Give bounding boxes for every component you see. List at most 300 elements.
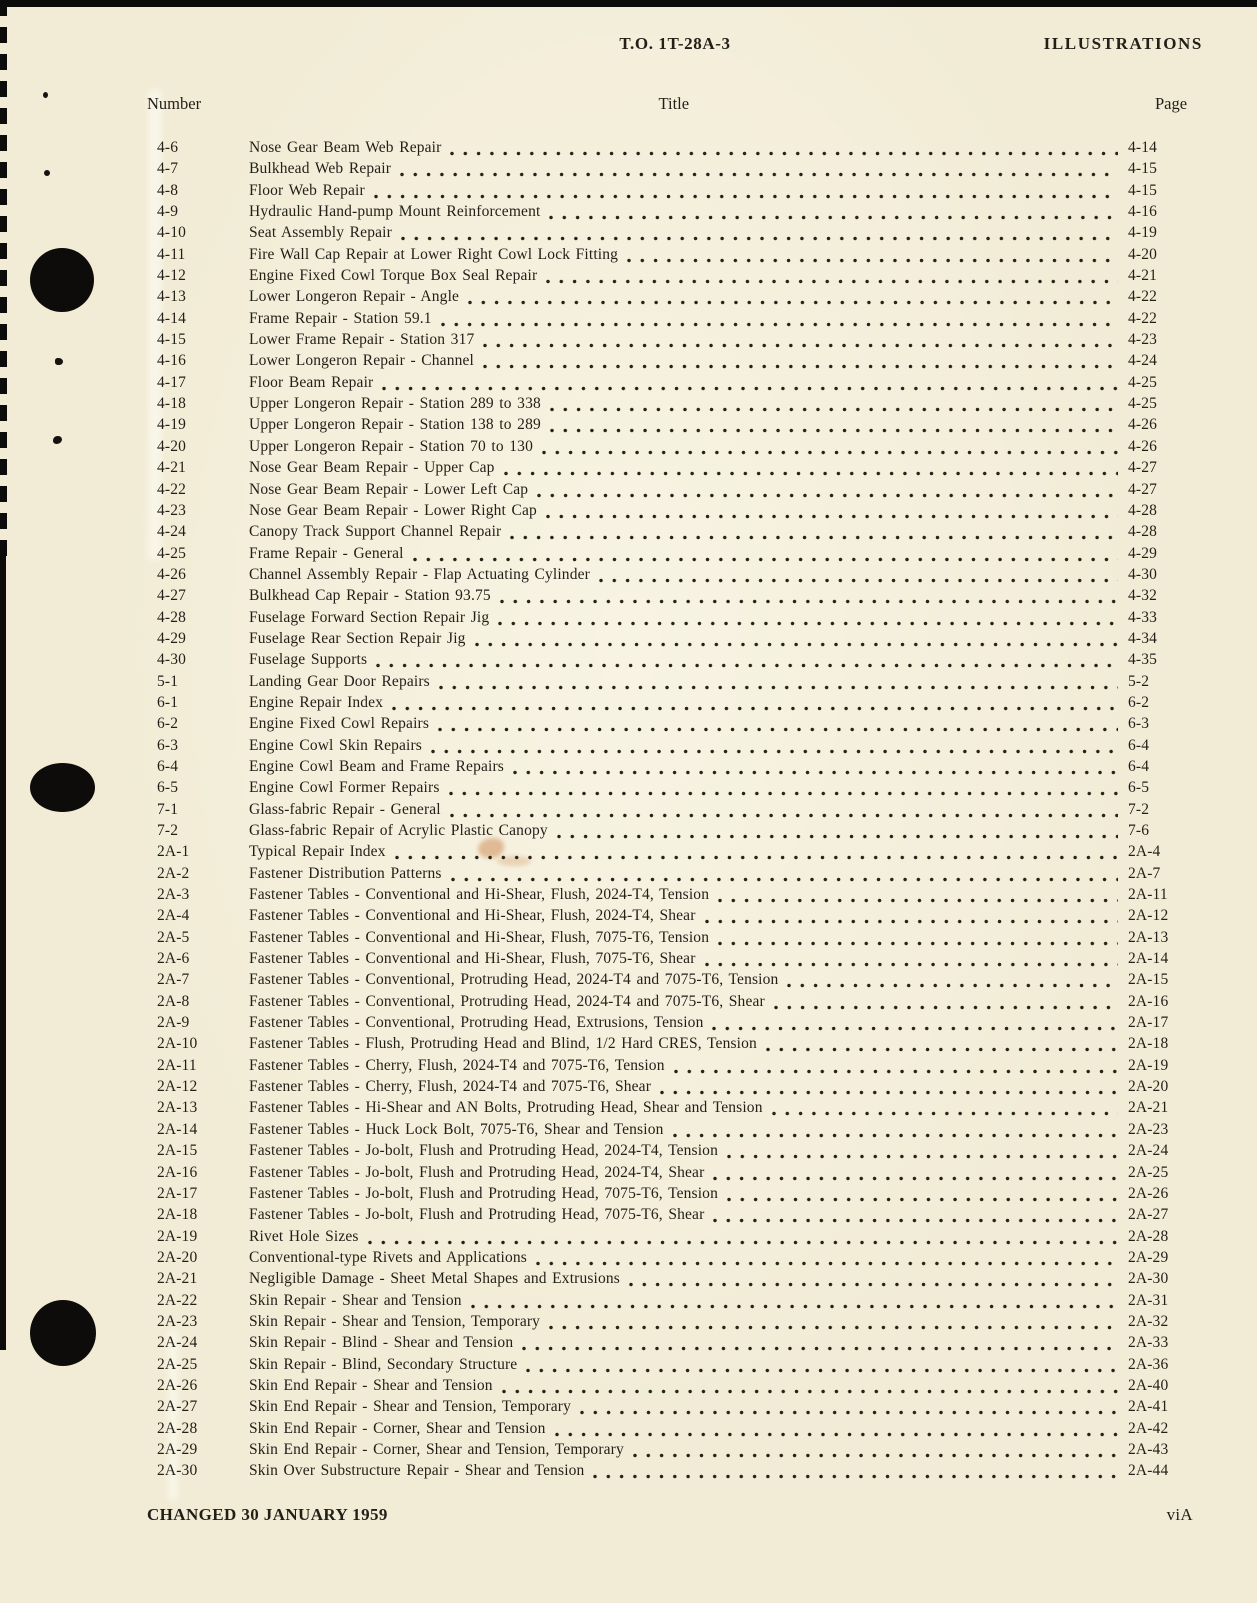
dot-leader [368, 1228, 1118, 1249]
figure-page: 2A-7 [1128, 864, 1161, 882]
toc-row [157, 865, 1203, 886]
figure-number: 4-25 [157, 544, 187, 562]
punch-hole-bottom [30, 1300, 96, 1366]
figure-number: 2A-14 [157, 1120, 198, 1138]
toc-row [157, 481, 1203, 502]
toc-row [157, 673, 1203, 694]
figure-title: Fastener Distribution Patterns [249, 864, 442, 882]
figure-title: Skin Repair - Shear and Tension, Temporary [249, 1312, 541, 1330]
figure-page: 2A-17 [1128, 1014, 1169, 1032]
figure-number: 2A-30 [157, 1462, 198, 1480]
figure-number: 4-11 [157, 245, 186, 263]
toc-row [157, 203, 1203, 224]
figure-number: 2A-7 [157, 971, 190, 989]
column-header-number: Number [147, 94, 202, 113]
dot-leader [593, 1462, 1118, 1483]
toc-row [157, 993, 1203, 1014]
figure-title: Glass-fabric Repair - General [249, 800, 441, 818]
figure-page: 4-26 [1128, 437, 1158, 455]
figure-title: Skin Over Substructure Repair - Shear and Tension [249, 1462, 585, 1480]
toc-row [157, 267, 1203, 288]
toc-row [157, 139, 1203, 160]
toc-row [157, 1249, 1203, 1270]
dot-leader [549, 1313, 1118, 1334]
figure-title: Canopy Track Support Channel Repair [249, 523, 502, 541]
toc-row [157, 310, 1203, 331]
figure-page: 4-26 [1128, 416, 1158, 434]
figure-title: Glass-fabric Repair of Acrylic Plastic Canopy [249, 822, 548, 839]
dot-leader [468, 288, 1118, 309]
figure-title: Skin Repair - Blind, Secondary Structure [249, 1355, 518, 1373]
figure-title: Fastener Tables - Conventional, Protruding Head, 2024-T4 and 7075-T6, Tension [249, 971, 779, 989]
figure-title: Fastener Tables - Flush, Protruding Head and Blind, 1/2 Hard CRES, Tension [249, 1035, 757, 1053]
toc-row [157, 737, 1203, 758]
figure-number: 2A-29 [157, 1440, 198, 1458]
figure-page: 7-6 [1128, 822, 1150, 839]
dot-leader [580, 1398, 1118, 1419]
figure-page: 2A-28 [1128, 1227, 1169, 1245]
figure-title: Floor Web Repair [249, 181, 365, 199]
punch-hole-top [30, 248, 94, 312]
figure-page: 2A-31 [1128, 1291, 1169, 1309]
dot-leader [522, 1334, 1118, 1355]
toc-row [157, 395, 1203, 416]
figure-title: Nose Gear Beam Web Repair [249, 139, 442, 156]
figure-number: 4-20 [157, 437, 187, 455]
toc-row [157, 822, 1203, 843]
dot-leader [713, 1164, 1118, 1185]
figure-title: Engine Fixed Cowl Torque Box Seal Repair [249, 267, 538, 285]
dot-leader [774, 993, 1118, 1014]
dot-leader [441, 310, 1118, 331]
figure-number: 4-27 [157, 587, 187, 605]
figure-page: 2A-27 [1128, 1206, 1169, 1224]
punch-hole-middle [30, 763, 95, 812]
figure-title: Engine Cowl Skin Repairs [249, 736, 422, 754]
figure-title: Landing Gear Door Repairs [249, 672, 430, 690]
figure-page: 4-14 [1128, 139, 1158, 156]
scan-edge-top [0, 0, 1257, 7]
figure-number: 2A-10 [157, 1035, 198, 1053]
dot-leader [673, 1121, 1119, 1142]
toc-row [157, 1164, 1203, 1185]
figure-page: 4-23 [1128, 331, 1158, 349]
toc-row [157, 1185, 1203, 1206]
figure-page: 5-2 [1128, 672, 1150, 690]
figure-title: Floor Beam Repair [249, 373, 374, 391]
figure-title: Frame Repair - General [249, 544, 404, 562]
ink-speck [55, 358, 63, 365]
dot-leader [483, 352, 1118, 373]
figure-page: 2A-29 [1128, 1248, 1169, 1266]
ink-speck [44, 170, 50, 176]
toc-row [157, 459, 1203, 480]
figure-page: 2A-19 [1128, 1056, 1169, 1074]
page-footer [147, 1505, 1203, 1529]
dot-leader [537, 481, 1118, 502]
toc-row [157, 1057, 1203, 1078]
figure-number: 2A-12 [157, 1078, 198, 1096]
dot-leader [431, 737, 1118, 758]
figure-page: 6-4 [1128, 757, 1150, 775]
doc-number: T.O. 1T-28A-3 [619, 34, 731, 53]
figure-title: Skin End Repair - Shear and Tension, Temporary [249, 1398, 572, 1416]
figure-number: 5-1 [157, 672, 179, 690]
figure-page: 2A-36 [1128, 1355, 1169, 1373]
figure-title: Fuselage Forward Section Repair Jig [249, 608, 490, 626]
change-date: CHANGED 30 JANUARY 1959 [147, 1505, 388, 1524]
toc-row [157, 182, 1203, 203]
figure-title: Typical Repair Index [249, 843, 386, 861]
dot-leader [376, 651, 1118, 672]
dot-leader [557, 822, 1118, 843]
figure-title: Conventional-type Rivets and Applications [249, 1248, 527, 1266]
toc-row [157, 1377, 1203, 1398]
figure-number: 2A-9 [157, 1014, 190, 1032]
figure-number: 2A-25 [157, 1355, 198, 1373]
dot-leader [536, 1249, 1118, 1270]
figure-title: Bulkhead Cap Repair - Station 93.75 [249, 587, 491, 605]
figure-page: 4-20 [1128, 245, 1158, 263]
figure-number: 4-21 [157, 459, 187, 477]
dot-leader [712, 1014, 1118, 1035]
figure-title: Fastener Tables - Jo-bolt, Flush and Protruding Head, 2024-T4, Shear [249, 1163, 705, 1181]
toc-row [157, 566, 1203, 587]
dot-leader [660, 1078, 1118, 1099]
illustrations-list [157, 139, 1203, 1484]
toc-row [157, 971, 1203, 992]
figure-page: 6-4 [1128, 736, 1150, 754]
ink-speck [53, 436, 62, 444]
figure-page: 2A-15 [1128, 971, 1169, 989]
toc-row [157, 1398, 1203, 1419]
dot-leader [599, 566, 1118, 587]
figure-page: 6-3 [1128, 715, 1150, 733]
dot-leader [450, 139, 1118, 160]
figure-page: 4-30 [1128, 565, 1158, 583]
figure-number: 2A-26 [157, 1376, 198, 1394]
figure-page: 4-28 [1128, 523, 1158, 541]
figure-title: Skin Repair - Blind - Shear and Tension [249, 1334, 514, 1352]
figure-title: Negligible Damage - Sheet Metal Shapes and Extrusions [249, 1270, 620, 1288]
figure-title: Hydraulic Hand-pump Mount Reinforcement [249, 203, 541, 221]
toc-row [157, 950, 1203, 971]
figure-number: 4-13 [157, 288, 187, 306]
figure-page: 4-35 [1128, 651, 1158, 669]
toc-row [157, 224, 1203, 245]
scan-edge-left-lower [0, 540, 6, 1350]
figure-page: 4-27 [1128, 459, 1158, 477]
figure-page: 4-16 [1128, 203, 1158, 221]
figure-number: 4-12 [157, 267, 187, 285]
dot-leader [400, 160, 1118, 181]
toc-row [157, 1462, 1203, 1483]
toc-row [157, 502, 1203, 523]
dot-leader [513, 758, 1118, 779]
figure-title: Fastener Tables - Conventional and Hi-Shear, Flush, 7075-T6, Shear [249, 950, 696, 968]
toc-row [157, 630, 1203, 651]
figure-title: Fastener Tables - Jo-bolt, Flush and Protruding Head, 7075-T6, Shear [249, 1206, 705, 1224]
dot-leader [449, 779, 1119, 800]
figure-title: Engine Cowl Beam and Frame Repairs [249, 757, 504, 775]
toc-row [157, 886, 1203, 907]
toc-row [157, 1121, 1203, 1142]
figure-number: 2A-3 [157, 886, 190, 904]
figure-number: 4-17 [157, 373, 187, 391]
figure-number: 4-22 [157, 480, 187, 498]
figure-title: Frame Repair - Station 59.1 [249, 309, 432, 327]
toc-row [157, 929, 1203, 950]
figure-number: 4-6 [157, 139, 179, 156]
figure-page: 4-15 [1128, 160, 1158, 178]
figure-number: 6-2 [157, 715, 179, 733]
toc-row [157, 587, 1203, 608]
column-header-title: Title [658, 94, 690, 113]
figure-number: 6-3 [157, 736, 179, 754]
toc-row [157, 416, 1203, 437]
dot-leader [392, 694, 1118, 715]
toc-row [157, 160, 1203, 181]
dot-leader [542, 438, 1118, 459]
figure-page: 2A-14 [1128, 950, 1169, 968]
dot-leader [439, 673, 1118, 694]
toc-row [157, 1292, 1203, 1313]
figure-number: 2A-15 [157, 1142, 198, 1160]
dot-leader [550, 416, 1118, 437]
figure-title: Nose Gear Beam Repair - Lower Left Cap [249, 480, 529, 498]
dot-leader [627, 246, 1118, 267]
figure-page: 2A-16 [1128, 992, 1169, 1010]
toc-row [157, 374, 1203, 395]
folio-page-number: viA [1166, 1505, 1193, 1524]
figure-number: 4-15 [157, 331, 187, 349]
figure-title: Skin End Repair - Corner, Shear and Tension [249, 1419, 546, 1437]
dot-leader [546, 502, 1118, 523]
toc-row [157, 1420, 1203, 1441]
figure-title: Fire Wall Cap Repair at Lower Right Cowl Lock Fitting [249, 245, 619, 263]
figure-page: 2A-40 [1128, 1376, 1169, 1394]
figure-title: Fastener Tables - Jo-bolt, Flush and Protruding Head, 2024-T4, Tension [249, 1142, 718, 1160]
ink-speck [43, 92, 48, 98]
figure-page: 7-2 [1128, 800, 1150, 818]
scan-edge-left [0, 0, 7, 560]
figure-page: 2A-32 [1128, 1312, 1169, 1330]
figure-page: 2A-25 [1128, 1163, 1169, 1181]
figure-number: 4-18 [157, 395, 187, 413]
dot-leader [526, 1356, 1118, 1377]
toc-row [157, 1206, 1203, 1227]
dot-leader [510, 523, 1118, 544]
dot-leader [549, 203, 1118, 224]
figure-page: 2A-12 [1128, 907, 1169, 925]
figure-number: 2A-4 [157, 907, 190, 925]
dot-leader [498, 609, 1118, 630]
figure-title: Engine Fixed Cowl Repairs [249, 715, 430, 733]
figure-number: 4-7 [157, 160, 179, 178]
figure-page: 6-5 [1128, 779, 1150, 797]
dot-leader [500, 587, 1118, 608]
figure-number: 4-28 [157, 608, 187, 626]
figure-title: Nose Gear Beam Repair - Lower Right Cap [249, 501, 537, 519]
figure-title: Fastener Tables - Huck Lock Bolt, 7075-T6, Shear and Tension [249, 1120, 664, 1138]
figure-number: 2A-13 [157, 1099, 198, 1117]
figure-page: 2A-43 [1128, 1440, 1169, 1458]
figure-number: 2A-27 [157, 1398, 198, 1416]
toc-row [157, 1014, 1203, 1035]
figure-page: 4-22 [1128, 309, 1158, 327]
dot-leader [451, 865, 1118, 886]
figure-title: Fastener Tables - Conventional, Protruding Head, Extrusions, Tension [249, 1014, 704, 1032]
figure-number: 4-19 [157, 416, 187, 434]
toc-row [157, 758, 1203, 779]
figure-title: Engine Repair Index [249, 693, 384, 711]
dot-leader [413, 545, 1118, 566]
toc-row [157, 907, 1203, 928]
toc-row [157, 246, 1203, 267]
dot-leader [395, 843, 1118, 864]
figure-number: 2A-19 [157, 1227, 198, 1245]
toc-row [157, 1078, 1203, 1099]
dot-leader [718, 929, 1118, 950]
figure-number: 6-4 [157, 757, 179, 775]
figure-page: 4-27 [1128, 480, 1158, 498]
figure-title: Channel Assembly Repair - Flap Actuating Cylinder [249, 565, 590, 583]
figure-page: 4-25 [1128, 373, 1158, 391]
column-header-page: Page [1155, 94, 1188, 113]
dot-leader [550, 395, 1118, 416]
toc-row [157, 1142, 1203, 1163]
figure-page: 2A-13 [1128, 928, 1169, 946]
figure-number: 4-16 [157, 352, 187, 370]
dot-leader [374, 182, 1118, 203]
section-title: ILLUSTRATIONS [1043, 34, 1203, 53]
dot-leader [787, 971, 1118, 992]
toc-row [157, 1313, 1203, 1334]
dot-leader [475, 630, 1118, 651]
toc-row [157, 1334, 1203, 1355]
column-headers [147, 94, 1203, 116]
figure-page: 2A-42 [1128, 1419, 1169, 1437]
figure-title: Fuselage Rear Section Repair Jig [249, 629, 466, 647]
dot-leader [772, 1099, 1118, 1120]
figure-page: 2A-21 [1128, 1099, 1169, 1117]
figure-page: 2A-23 [1128, 1120, 1169, 1138]
toc-row [157, 352, 1203, 373]
dot-leader [674, 1057, 1118, 1078]
figure-title: Engine Cowl Former Repairs [249, 779, 440, 797]
figure-title: Upper Longeron Repair - Station 70 to 130 [249, 437, 533, 455]
figure-page: 2A-11 [1128, 886, 1168, 904]
figure-number: 2A-24 [157, 1334, 198, 1352]
figure-page: 4-34 [1128, 629, 1158, 647]
figure-page: 2A-24 [1128, 1142, 1169, 1160]
figure-number: 6-5 [157, 779, 179, 797]
dot-leader [766, 1035, 1118, 1056]
dot-leader [450, 801, 1118, 822]
dot-leader [555, 1420, 1119, 1441]
dot-leader [705, 950, 1118, 971]
toc-row [157, 715, 1203, 736]
figure-page: 2A-18 [1128, 1035, 1169, 1053]
figure-title: Lower Longeron Repair - Angle [249, 288, 460, 306]
figure-number: 4-9 [157, 203, 179, 221]
figure-page: 2A-41 [1128, 1398, 1169, 1416]
figure-title: Upper Longeron Repair - Station 138 to 289 [249, 416, 541, 434]
toc-row [157, 801, 1203, 822]
figure-number: 4-24 [157, 523, 187, 541]
dot-leader [629, 1270, 1118, 1291]
toc-row [157, 1441, 1203, 1462]
figure-title: Lower Frame Repair - Station 317 [249, 331, 475, 349]
figure-number: 2A-20 [157, 1248, 198, 1266]
toc-row [157, 694, 1203, 715]
figure-number: 2A-11 [157, 1056, 197, 1074]
figure-title: Seat Assembly Repair [249, 224, 392, 242]
figure-title: Fastener Tables - Conventional, Protruding Head, 2024-T4 and 7075-T6, Shear [249, 992, 765, 1010]
dot-leader [438, 715, 1118, 736]
dot-leader [502, 1377, 1118, 1398]
figure-title: Bulkhead Web Repair [249, 160, 392, 178]
toc-row [157, 1356, 1203, 1377]
dot-leader [471, 1292, 1118, 1313]
figure-title: Fastener Tables - Cherry, Flush, 2024-T4 and 7075-T6, Shear [249, 1078, 652, 1096]
figure-page: 6-2 [1128, 693, 1150, 711]
figure-title: Fastener Tables - Conventional and Hi-Shear, Flush, 7075-T6, Tension [249, 928, 710, 946]
toc-row [157, 288, 1203, 309]
figure-number: 7-2 [157, 822, 179, 839]
figure-number: 7-1 [157, 800, 179, 818]
figure-number: 2A-16 [157, 1163, 198, 1181]
toc-row [157, 331, 1203, 352]
figure-title: Skin End Repair - Shear and Tension [249, 1376, 493, 1394]
figure-title: Fastener Tables - Conventional and Hi-Shear, Flush, 2024-T4, Tension [249, 886, 710, 904]
figure-number: 2A-28 [157, 1419, 198, 1437]
toc-row [157, 523, 1203, 544]
figure-title: Skin End Repair - Corner, Shear and Tension, Temporary [249, 1440, 624, 1458]
toc-row [157, 545, 1203, 566]
dot-leader [713, 1206, 1118, 1227]
figure-title: Fastener Tables - Hi-Shear and AN Bolts, Protruding Head, Shear and Tension [249, 1099, 763, 1117]
toc-row [157, 1228, 1203, 1249]
figure-title: Fastener Tables - Cherry, Flush, 2024-T4 and 7075-T6, Tension [249, 1056, 665, 1074]
figure-number: 2A-17 [157, 1184, 198, 1202]
figure-number: 6-1 [157, 693, 179, 711]
figure-page: 2A-26 [1128, 1184, 1169, 1202]
toc-row [157, 1035, 1203, 1056]
figure-page: 2A-20 [1128, 1078, 1169, 1096]
toc-row [157, 609, 1203, 630]
figure-title: Fuselage Supports [249, 651, 368, 669]
figure-number: 4-29 [157, 629, 187, 647]
dot-leader [401, 224, 1118, 245]
toc-row [157, 843, 1203, 864]
figure-number: 2A-5 [157, 928, 190, 946]
figure-page: 2A-30 [1128, 1270, 1169, 1288]
figure-page: 2A-44 [1128, 1462, 1169, 1480]
figure-page: 4-22 [1128, 288, 1158, 306]
dot-leader [718, 886, 1118, 907]
dot-leader [382, 374, 1118, 395]
dot-leader [727, 1185, 1118, 1206]
figure-page: 2A-4 [1128, 843, 1161, 861]
figure-page: 4-33 [1128, 608, 1158, 626]
figure-number: 4-30 [157, 651, 187, 669]
figure-title: Fastener Tables - Jo-bolt, Flush and Protruding Head, 7075-T6, Tension [249, 1184, 718, 1202]
figure-title: Skin Repair - Shear and Tension [249, 1291, 462, 1309]
toc-row [157, 651, 1203, 672]
figure-number: 2A-23 [157, 1312, 198, 1330]
figure-number: 2A-2 [157, 864, 190, 882]
